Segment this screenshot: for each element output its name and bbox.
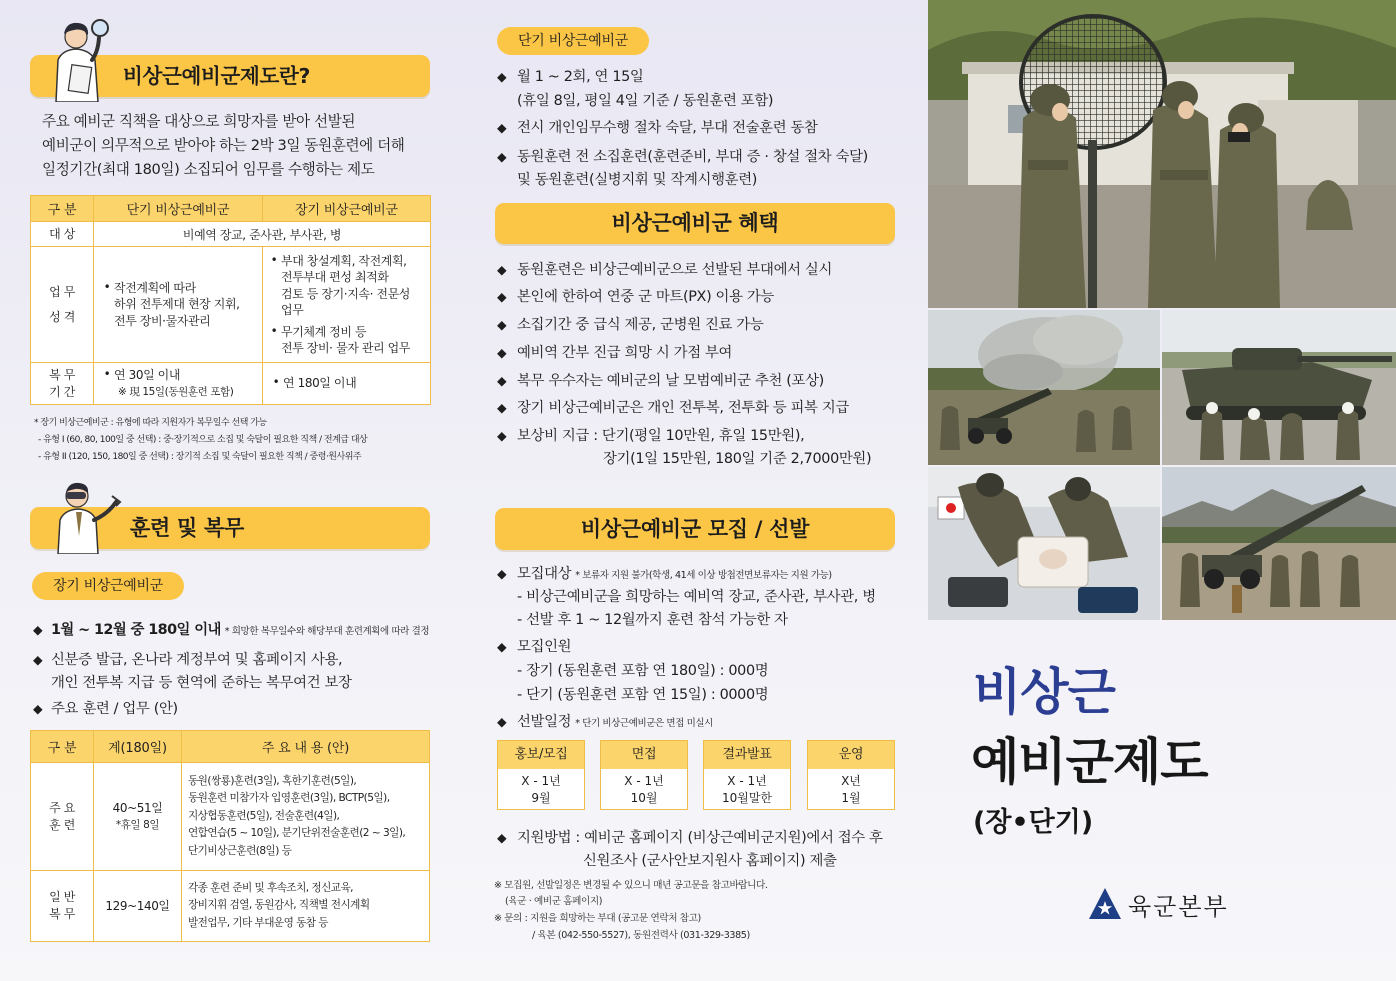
recruit-target-line: - 비상근예비군을 희망하는 예비역 장교, 준사관, 부사관, 병 (517, 589, 876, 605)
benefit-text: 동원훈련은 비상근예비군으로 선발된 부대에서 실시 (517, 262, 833, 278)
target-value: 비예역 장교, 준사관, 부사관, 병 (94, 222, 430, 247)
diamond-bullet-icon (497, 398, 517, 418)
benefit-item (497, 398, 849, 418)
row-label-line: 성 격 (49, 309, 75, 324)
photo-cpr-training (928, 467, 1160, 620)
row-label-line: 복 무 (49, 907, 75, 921)
content-line: 동원(쌍룡)훈련(3일), 혹한기훈련(5일), (188, 774, 357, 787)
short-term-bullet (497, 118, 818, 138)
schedule-step-line: 10월 (630, 791, 658, 805)
benefit-item (497, 260, 832, 280)
benefit-text: 본인에 한하여 연중 군 마트(PX) 이용 가능 (517, 289, 774, 305)
diamond-bullet-icon (497, 260, 517, 280)
heading-intro-text: 비상근예비군제도란? (123, 64, 311, 88)
duty-short-cell (94, 247, 263, 363)
short-term-bullet (497, 67, 643, 87)
benefit-text: 소집기간 중 급식 제공, 군병원 진료 가능 (517, 317, 764, 333)
diamond-bullet-icon (497, 637, 517, 657)
diamond-bullet-icon (497, 343, 517, 363)
long-term-bullet (33, 650, 342, 670)
schedule-step-label: 운영 (808, 741, 894, 769)
duty-long-line: 업무 (281, 303, 304, 317)
diamond-bullet-icon (33, 620, 51, 640)
heading-recruitment (495, 508, 895, 550)
general-duty-days: 129~140일 (94, 871, 182, 941)
cover-title-line2: 예비군제도 (971, 733, 1208, 791)
benefit-text: 보상비 지급 : 단기(평일 10만원, 휴일 15만원), (517, 428, 805, 444)
schedule-step-line: 1월 (841, 791, 861, 805)
schedule-step (600, 740, 688, 810)
duty-short-line: 전투 장비·물자관리 (114, 313, 211, 328)
photo-tank-maintenance (1162, 310, 1396, 465)
schedule-step-label: 면접 (601, 741, 687, 769)
photo-artillery-smoke (928, 310, 1160, 465)
main-training-days (94, 763, 182, 871)
long-term-bullet (33, 620, 429, 642)
heading-recruitment-text: 비상근예비군 모집 / 선발 (580, 517, 810, 541)
cover-subtitle: (장•단기) (973, 807, 1094, 838)
diamond-bullet-icon (497, 426, 517, 446)
benefit-item (497, 315, 763, 335)
recruit-target-note: * 보류자 지원 불가(학생, 41세 이상 방첩전면보류자는 지원 가능) (575, 570, 832, 581)
row-label-line: 주 요 (49, 800, 75, 815)
row-label-line: 업 무 (49, 284, 75, 299)
benefit-text: 장기 비상근예비군은 개인 전투복, 전투화 등 피복 지급 (517, 400, 849, 416)
long-term-label: 장기 비상근예비군 (32, 572, 184, 600)
benefit-item (497, 343, 732, 363)
bullet-dot-icon: • (272, 375, 280, 390)
comparison-table (30, 195, 431, 405)
benefit-item (497, 426, 804, 446)
period-short-value: 연 30일 이내 (114, 368, 181, 382)
row-label-target: 대 상 (31, 222, 94, 247)
diamond-bullet-icon (497, 67, 517, 87)
long-term-period-text: 1월 ~ 12월 중 180일 이내 (51, 622, 221, 638)
bullet-text: 모집인원 (517, 639, 572, 655)
long-term-bullet (33, 699, 178, 719)
table-header-cell: 계(180일) (94, 731, 182, 763)
row-label-duty (31, 247, 94, 363)
duty-long-line: 검토 등 장기·지속· 전문성 (281, 286, 410, 301)
table-header-cell: 장기 비상근예비군 (263, 196, 430, 222)
recruit-target-line: - 선발 후 1 ~ 12월까지 훈련 참석 가능한 자 (517, 612, 788, 628)
row-label-line: 훈 련 (49, 817, 75, 832)
schedule-step-label: 홍보/모집 (498, 741, 584, 769)
row-label-line: 복 무 (49, 367, 75, 382)
application-method (497, 828, 883, 848)
duty-short-line: 작전계획에 따라 (114, 280, 196, 295)
duty-short-line: 하위 전투제대 현장 지휘, (114, 297, 240, 312)
footer-note: ※ 문의 : 지원을 희망하는 부대 (공고문 연락처 참고) (494, 913, 701, 924)
schedule-step-line: 10월말한 (721, 791, 773, 805)
schedule-step-line: 9월 (531, 791, 551, 805)
bullet-continuation: 및 동원훈련(실병지휘 및 작계시행훈련) (517, 172, 758, 188)
table-header-cell: 단기 비상근예비군 (94, 196, 263, 222)
schedule-step-line: X년 (841, 774, 861, 788)
content-line: 발전업무, 기타 부대운영 동참 등 (188, 916, 328, 929)
footer-note: ※ 모집원, 선발일정은 변경될 수 있으니 매년 공고문을 참고바랍니다. (494, 880, 768, 891)
table-header-cell: 구 분 (31, 196, 94, 222)
intro-note: - 유형 II (120, 150, 180일 중 선택) : 장기적 소집 및 숙달이 필요한 직책 / 중령·원사위주 (38, 452, 362, 462)
main-training-content (182, 763, 429, 871)
heading-benefits (495, 203, 895, 244)
schedule-step-line: X - 1년 (727, 774, 767, 788)
cover-title-line1: 비상근 (973, 663, 1115, 721)
bullet-text: 선발일정 (517, 714, 572, 730)
bullet-text: 모집대상 (517, 566, 572, 582)
bullet-text: 지원방법 : 예비군 홈페이지 (비상근예비군지원)에서 접수 후 (517, 830, 883, 846)
army-triangle-star-icon (1088, 887, 1122, 921)
row-label-line: 기 간 (49, 384, 75, 399)
diamond-bullet-icon (497, 287, 517, 307)
general-duty-content (182, 871, 429, 941)
diamond-bullet-icon (497, 315, 517, 335)
benefit-text: 예비역 간부 진급 희망 시 가점 부여 (517, 345, 733, 361)
diamond-bullet-icon (33, 650, 51, 670)
days-value: 40~51일 (112, 800, 163, 815)
diamond-bullet-icon (497, 828, 517, 848)
bullet-text: 전시 개인임무수행 절차 숙달, 부대 전술훈련 동참 (517, 120, 818, 136)
photo-antenna-soldiers (928, 0, 1396, 308)
content-line: 단기비상근훈련(8일) 등 (188, 844, 292, 857)
schedule-step (807, 740, 895, 810)
benefit-compensation-continuation: 장기(1일 15만원, 180일 기준 2,7000만원) (603, 451, 872, 467)
row-label-line: 일 반 (49, 890, 75, 904)
row-label-period (31, 363, 94, 404)
row-label-main-training (31, 763, 94, 871)
long-term-period-note: * 희망한 복무일수와 해당부대 훈련계획에 따라 결정 (224, 626, 430, 637)
diamond-bullet-icon (33, 699, 51, 719)
content-line: 지상협동훈련(5일), 전술훈련(4일), (188, 809, 340, 822)
period-short-cell (94, 363, 263, 404)
duty-long-cell (263, 247, 430, 363)
photo-howitzer-mountains (1162, 467, 1396, 620)
bullet-text: 주요 훈련 / 업무 (안) (51, 701, 178, 717)
training-table (30, 730, 430, 942)
recruit-schedule-note: * 단기 비상근예비군은 면접 미실시 (575, 718, 713, 729)
period-long-value: 연 180일 이내 (283, 376, 357, 391)
short-term-label: 단기 비상근예비군 (497, 27, 649, 55)
table-header-cell: 주 요 내 용 (안) (182, 731, 429, 763)
army-hq-logo (1088, 884, 1229, 924)
bullet-continuation: (휴일 8일, 평일 4일 기준 / 동원훈련 포함) (517, 93, 774, 109)
period-short-note: ※ 現 15일(동원훈련 포함) (118, 385, 234, 398)
recruit-headcount-title (497, 637, 571, 657)
intro-note: - 유형 I (60, 80, 100일 중 선택) : 중·장기적으로 소집 및 숙달이 필요한 직책 / 전계급 대상 (38, 435, 368, 445)
duty-long-line: 무기체계 정비 등 (281, 324, 367, 339)
bullet-continuation: 개인 전투복 지급 등 현역에 준하는 복무여건 보장 (51, 675, 352, 691)
short-term-bullet (497, 147, 868, 167)
heading-training-text: 훈련 및 복무 (130, 516, 244, 540)
intro-paragraph-line: 일정기간(최대 180일) 소집되어 임무를 수행하는 제도 (42, 161, 375, 178)
content-line: 연합연습(5 ~ 10일), 분기단위전술훈련(2 ~ 3일), (188, 827, 406, 840)
intro-paragraph-line: 예비군이 의무적으로 받아야 하는 2박 3일 동원훈련에 더해 (42, 137, 405, 154)
schedule-step-line: X - 1년 (521, 774, 561, 788)
schedule-step-line: X - 1년 (624, 774, 664, 788)
bullet-dot-icon: • (103, 367, 111, 381)
content-line: 각종 훈련 준비 및 후속조치, 정신교육, (188, 881, 353, 894)
footer-note: (육군 · 예비군 홈페이지) (505, 896, 603, 907)
person-magnifier-illustration (38, 14, 118, 102)
recruit-headcount-line: - 단기 (동원훈련 포함 연 15일) : 0000명 (517, 687, 769, 703)
heading-benefits-text: 비상근예비군 혜택 (611, 211, 779, 235)
schedule-step (703, 740, 791, 810)
diamond-bullet-icon (497, 712, 517, 732)
table-header-cell: 구 분 (31, 731, 94, 763)
person-binoculars-illustration (46, 476, 132, 554)
bullet-text: 월 1 ~ 2회, 연 15일 (517, 69, 644, 85)
bullet-text: 동원훈련 전 소집훈련(훈련준비, 부대 증 · 창설 절차 숙달) (517, 149, 868, 165)
schedule-step-label: 결과발표 (704, 741, 790, 769)
duty-long-line: 전투 장비· 물자 관리 업무 (281, 341, 410, 355)
duty-long-line: 부대 창설계획, 작전계획, (281, 253, 407, 268)
diamond-bullet-icon (497, 147, 517, 167)
army-hq-name: 육군본부 (1128, 892, 1229, 921)
diamond-bullet-icon (497, 118, 517, 138)
bullet-dot-icon: • (103, 279, 111, 294)
bullet-dot-icon: • (270, 323, 278, 338)
application-continuation: 신원조사 (군사안보지원사 홈페이지) 제출 (583, 853, 837, 869)
bullet-dot-icon: • (270, 252, 278, 267)
diamond-bullet-icon (497, 371, 517, 391)
recruit-target-title (497, 564, 832, 586)
period-long-cell (263, 363, 430, 404)
bullet-text: 신분증 발급, 온나라 계정부여 및 홈페이지 사용, (51, 652, 343, 668)
recruit-headcount-line: - 장기 (동원훈련 포함 연 180일) : 000명 (517, 663, 769, 679)
row-label-general-duty (31, 871, 94, 941)
intro-paragraph-line: 주요 예비군 직책을 대상으로 희망자를 받아 선발된 (42, 113, 356, 130)
diamond-bullet-icon (497, 564, 517, 584)
benefit-text: 복무 우수자는 예비군의 날 모범예비군 추천 (포상) (517, 373, 824, 389)
content-line: 동원훈련 미참가자 입영훈련(3일), BCTP(5일), (188, 792, 390, 805)
intro-note: * 장기 비상근예비군 : 유형에 따라 지원자가 복무일수 선택 가능 (34, 418, 267, 428)
recruit-schedule-title (497, 712, 713, 734)
footer-note: / 육본 (042-550-5527), 동원전력사 (031-329-3385) (532, 930, 750, 941)
benefit-item (497, 287, 774, 307)
content-line: 장비지휘 검열, 동원감사, 직책별 전시계획 (188, 899, 370, 912)
days-note: *휴일 8일 (115, 818, 160, 831)
benefit-item (497, 371, 824, 391)
duty-long-line: 전투부대 편성 최적화 (281, 270, 389, 284)
schedule-step (497, 740, 585, 810)
